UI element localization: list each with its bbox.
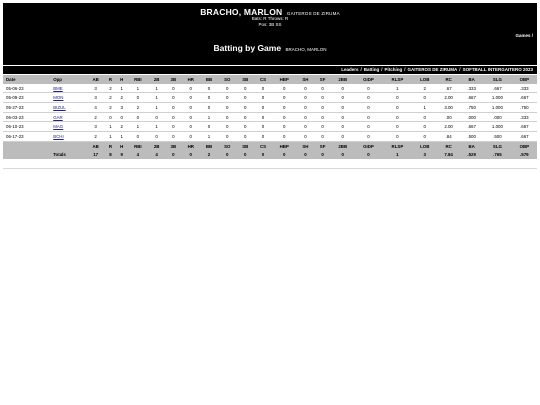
table-cell: 0: [165, 112, 182, 122]
table-cell: .667: [512, 122, 537, 132]
column-header: [50, 141, 86, 150]
column-header: HR: [182, 141, 200, 150]
opponent-link[interactable]: BME: [53, 85, 63, 91]
table-cell: 0: [218, 103, 236, 113]
table-cell: [50, 103, 86, 113]
opponent-link[interactable]: BIZUL: [53, 104, 66, 110]
column-header: H: [116, 75, 127, 84]
totals-cell: .765: [483, 151, 511, 160]
player-name: BRACHO, MARLON: [200, 7, 283, 17]
opponent-link[interactable]: MON: [53, 95, 64, 101]
table-cell: 0: [165, 122, 182, 132]
table-cell: 0: [148, 132, 165, 142]
table-cell: .667: [512, 132, 537, 142]
table-cell: 2: [105, 103, 116, 113]
table-cell: .333: [460, 84, 483, 93]
table-cell: 0: [412, 112, 437, 122]
column-header: 2B: [148, 141, 165, 150]
totals-cell: .529: [460, 151, 483, 160]
table-cell: 0: [355, 93, 383, 103]
table-cell: 1: [200, 112, 218, 122]
totals-cell: 0: [254, 151, 272, 160]
column-header: 3B: [165, 75, 182, 84]
table-cell: 0: [200, 122, 218, 132]
table-cell: 0: [127, 93, 148, 103]
table-cell: 0: [314, 122, 331, 132]
table-cell: [50, 122, 86, 132]
table-cell: .333: [512, 112, 537, 122]
table-cell: 0: [236, 84, 254, 93]
table-cell: 0: [236, 93, 254, 103]
totals-cell: Totals: [50, 151, 86, 160]
table-cell: 1.000: [483, 93, 511, 103]
games-link[interactable]: Games /: [515, 33, 533, 38]
table-cell: 0: [165, 93, 182, 103]
table-cell: 0: [236, 132, 254, 142]
column-header: SH: [297, 75, 315, 84]
column-header: 2BB: [331, 75, 355, 84]
table-cell: 06-10-23: [3, 122, 50, 132]
table-cell: 0: [355, 84, 383, 93]
totals-row: [3, 151, 537, 160]
table-cell: .500: [460, 132, 483, 142]
table-cell: 0: [297, 132, 315, 142]
totals-cell: 3: [412, 151, 437, 160]
table-cell: 1: [148, 122, 165, 132]
table-cell: 0: [382, 132, 412, 142]
table-row: [3, 132, 537, 142]
table-cell: 0: [182, 112, 200, 122]
table-cell: 05-27-23: [3, 103, 50, 113]
table-body: [3, 84, 537, 142]
table-cell: 1: [127, 122, 148, 132]
table-cell: 0: [218, 84, 236, 93]
opponent-link[interactable]: BCHI: [53, 133, 64, 139]
table-cell: 2: [127, 103, 148, 113]
column-header: CS: [254, 75, 272, 84]
breadcrumb-link[interactable]: SOFTBALL INTERGAITERO 2023: [462, 67, 533, 72]
table-cell: 0: [127, 132, 148, 142]
table-cell: 0: [165, 132, 182, 142]
table-cell: 0: [254, 122, 272, 132]
table-cell: 0: [254, 103, 272, 113]
bats-throws: Bats: R Throws: R: [251, 16, 289, 21]
table-cell: 0: [314, 93, 331, 103]
table-cell: 0: [355, 112, 383, 122]
column-header: OBP: [512, 141, 537, 150]
column-header: BB: [200, 75, 218, 84]
table-cell: .000: [483, 112, 511, 122]
totals-cell: [3, 151, 50, 160]
table-cell: [50, 93, 86, 103]
table-cell: 1: [148, 84, 165, 93]
table-cell: 1: [148, 103, 165, 113]
table-cell: .500: [483, 132, 511, 142]
breadcrumb-link[interactable]: Leaders: [341, 67, 359, 72]
table-cell: 0: [182, 93, 200, 103]
table-cell: 2.00: [437, 122, 460, 132]
totals-cell: 0: [272, 151, 297, 160]
column-header: SO: [218, 75, 236, 84]
page-subtitle: BRACHO, MARLON: [285, 47, 327, 52]
table-row: [3, 103, 537, 113]
column-header: HBP: [272, 75, 297, 84]
opponent-link[interactable]: MAG: [53, 124, 64, 130]
column-header: SF: [314, 141, 331, 150]
table-cell: 0: [182, 103, 200, 113]
table-cell: 1: [412, 103, 437, 113]
totals-cell: 1: [382, 151, 412, 160]
column-header: 2B: [148, 75, 165, 84]
table-cell: 0: [331, 84, 355, 93]
table-cell: 0: [182, 132, 200, 142]
table-cell: 0: [297, 84, 315, 93]
table-cell: 0: [218, 122, 236, 132]
table-cell: 0: [297, 122, 315, 132]
table-cell: 0: [165, 103, 182, 113]
table-cell: 3.00: [437, 103, 460, 113]
table-cell: 0: [382, 112, 412, 122]
column-header: SF: [314, 75, 331, 84]
column-header: Opp: [50, 75, 86, 84]
table-cell: 0: [297, 93, 315, 103]
table-cell: 1: [127, 84, 148, 93]
table-cell: 2: [116, 122, 127, 132]
table-cell: 3: [87, 122, 105, 132]
totals-cell: 8: [105, 151, 116, 160]
column-header: SO: [218, 141, 236, 150]
totals-cell: 17: [87, 151, 105, 160]
table-cell: 0: [254, 93, 272, 103]
column-header: BA: [460, 141, 483, 150]
table-cell: 1: [116, 132, 127, 142]
table-cell: 0: [254, 132, 272, 142]
table-cell: [50, 112, 86, 122]
table-cell: 0: [182, 84, 200, 93]
table-cell: 06-17-23: [3, 132, 50, 142]
table-cell: .333: [512, 84, 537, 93]
table-cell: 3: [116, 103, 127, 113]
page: [3, 3, 537, 169]
table-cell: 0: [314, 84, 331, 93]
table-cell: [50, 84, 86, 93]
column-header: RBI: [127, 141, 148, 150]
table-cell: 1: [200, 132, 218, 142]
totals-cell: .579: [512, 151, 537, 160]
table-cell: 0: [272, 84, 297, 93]
table-row: [3, 93, 537, 103]
table-cell: 0: [272, 103, 297, 113]
totals-cell: 0: [165, 151, 182, 160]
table-cell: 0: [182, 122, 200, 132]
table-cell: 0: [331, 103, 355, 113]
table-cell: 0: [218, 93, 236, 103]
opponent-link[interactable]: GAR: [53, 114, 63, 120]
column-header: H: [116, 141, 127, 150]
column-header: R: [105, 75, 116, 84]
column-header: RLSP: [382, 141, 412, 150]
table-cell: 2: [412, 84, 437, 93]
table-cell: 0: [382, 93, 412, 103]
table-cell: 0: [200, 103, 218, 113]
column-header: GIDP: [355, 75, 383, 84]
table-cell: [50, 132, 86, 142]
table-cell: 0: [314, 132, 331, 142]
table-cell: .84: [437, 132, 460, 142]
column-header: HBP: [272, 141, 297, 150]
totals-cell: 4: [127, 151, 148, 160]
table-cell: 0: [382, 122, 412, 132]
table-cell: 0: [331, 93, 355, 103]
table-cell: 0: [236, 122, 254, 132]
table-cell: 0: [314, 112, 331, 122]
table-cell: 0: [218, 112, 236, 122]
table-cell: 2: [87, 132, 105, 142]
table-cell: 0: [412, 132, 437, 142]
column-header: RBI: [127, 75, 148, 84]
totals-cell: 9: [116, 151, 127, 160]
column-header: RLSP: [382, 75, 412, 84]
column-header: BA: [460, 75, 483, 84]
table-cell: 4: [87, 103, 105, 113]
table-cell: .00: [437, 112, 460, 122]
column-header: CS: [254, 141, 272, 150]
table-cell: 0: [331, 112, 355, 122]
page-header: [3, 3, 537, 65]
table-cell: 06-03-23: [3, 112, 50, 122]
table-cell: .000: [460, 112, 483, 122]
table-cell: 0: [355, 122, 383, 132]
table-cell: 0: [236, 112, 254, 122]
breadcrumb-link[interactable]: GAITEROS DE ZIRUMA: [407, 67, 458, 72]
table-cell: 2: [105, 84, 116, 93]
table-cell: 0: [116, 112, 127, 122]
column-header: OBP: [512, 75, 537, 84]
page-title-text: Batting by Game: [213, 43, 282, 53]
table-cell: 0: [148, 112, 165, 122]
column-header: R: [105, 141, 116, 150]
table-cell: 1: [116, 84, 127, 93]
table-cell: 0: [165, 84, 182, 93]
table-cell: 0: [127, 112, 148, 122]
column-header: LOB: [412, 75, 437, 84]
breadcrumb-separator: /: [459, 67, 461, 72]
table-cell: 05-09-23: [3, 93, 50, 103]
breadcrumb-separator: /: [404, 67, 406, 72]
table-cell: 1: [382, 84, 412, 93]
player-position: Pos: 3B SS: [258, 22, 282, 27]
table-cell: 0: [200, 84, 218, 93]
table-cell: 1.000: [483, 122, 511, 132]
table-cell: 0: [272, 93, 297, 103]
table-cell: 1: [105, 132, 116, 142]
table-header-row: [3, 75, 537, 84]
table-cell: .750: [512, 103, 537, 113]
totals-cell: 0: [331, 151, 355, 160]
table-cell: 05-06-23: [3, 84, 50, 93]
table-cell: .750: [460, 103, 483, 113]
column-header: BB: [200, 141, 218, 150]
table-cell: 0: [236, 103, 254, 113]
table-cell: 0: [200, 93, 218, 103]
table-cell: 2: [116, 93, 127, 103]
column-header: SB: [236, 75, 254, 84]
table-row: [3, 84, 537, 93]
table-cell: 0: [314, 103, 331, 113]
totals-cell: 0: [314, 151, 331, 160]
column-header: AB: [87, 75, 105, 84]
column-header: SLG: [483, 75, 511, 84]
column-header: Date: [3, 75, 50, 84]
table-cell: 0: [254, 112, 272, 122]
table-cell: .67: [437, 84, 460, 93]
column-header: SLG: [483, 141, 511, 150]
table-cell: 2.00: [437, 93, 460, 103]
table-cell: .667: [460, 93, 483, 103]
table-cell: 0: [254, 84, 272, 93]
totals-cell: 0: [355, 151, 383, 160]
table-cell: 0: [297, 103, 315, 113]
table-cell: 0: [218, 132, 236, 142]
table-cell: .667: [483, 84, 511, 93]
totals-cell: 2: [200, 151, 218, 160]
table-cell: 3: [87, 93, 105, 103]
breadcrumb-link[interactable]: Pitching: [384, 67, 403, 72]
table-cell: 1: [105, 122, 116, 132]
column-header: 3B: [165, 141, 182, 150]
breadcrumb-separator: /: [381, 67, 383, 72]
table-cell: 3: [87, 84, 105, 93]
table-cell: 1: [148, 93, 165, 103]
table-cell: 0: [355, 132, 383, 142]
table-cell: 0: [412, 122, 437, 132]
table-row: [3, 112, 537, 122]
batting-table: [3, 75, 537, 159]
totals-header-row: [3, 141, 537, 150]
breadcrumb-link[interactable]: Batting: [363, 67, 380, 72]
column-header: SB: [236, 141, 254, 150]
table-cell: 0: [272, 132, 297, 142]
column-header: HR: [182, 75, 200, 84]
totals-cell: 0: [236, 151, 254, 160]
breadcrumb: [3, 66, 537, 74]
column-header: RC: [437, 75, 460, 84]
table-cell: .667: [460, 122, 483, 132]
table-cell: 0: [272, 112, 297, 122]
table-cell: 2: [105, 93, 116, 103]
table-cell: 0: [272, 122, 297, 132]
column-header: 2BB: [331, 141, 355, 150]
divider: [3, 168, 537, 169]
column-header: [3, 141, 50, 150]
totals-cell: 7.84: [437, 151, 460, 160]
table-cell: 0: [331, 122, 355, 132]
table-cell: 2: [87, 112, 105, 122]
totals-cell: 0: [297, 151, 315, 160]
column-header: RC: [437, 141, 460, 150]
totals-cell: 4: [148, 151, 165, 160]
totals-cell: 0: [218, 151, 236, 160]
table-cell: 0: [412, 93, 437, 103]
table-cell: .667: [512, 93, 537, 103]
table-cell: 0: [382, 103, 412, 113]
breadcrumb-separator: /: [360, 67, 362, 72]
table-cell: 1.000: [483, 103, 511, 113]
table-row: [3, 122, 537, 132]
column-header: AB: [87, 141, 105, 150]
table-cell: 0: [331, 132, 355, 142]
totals-cell: 0: [182, 151, 200, 160]
column-header: GIDP: [355, 141, 383, 150]
table-cell: 0: [297, 112, 315, 122]
page-title: [3, 43, 537, 53]
column-header: SH: [297, 141, 315, 150]
column-header: LOB: [412, 141, 437, 150]
player-team: GAITEROS DE ZIRUMA: [286, 11, 340, 16]
table-cell: 0: [105, 112, 116, 122]
table-cell: 0: [355, 103, 383, 113]
